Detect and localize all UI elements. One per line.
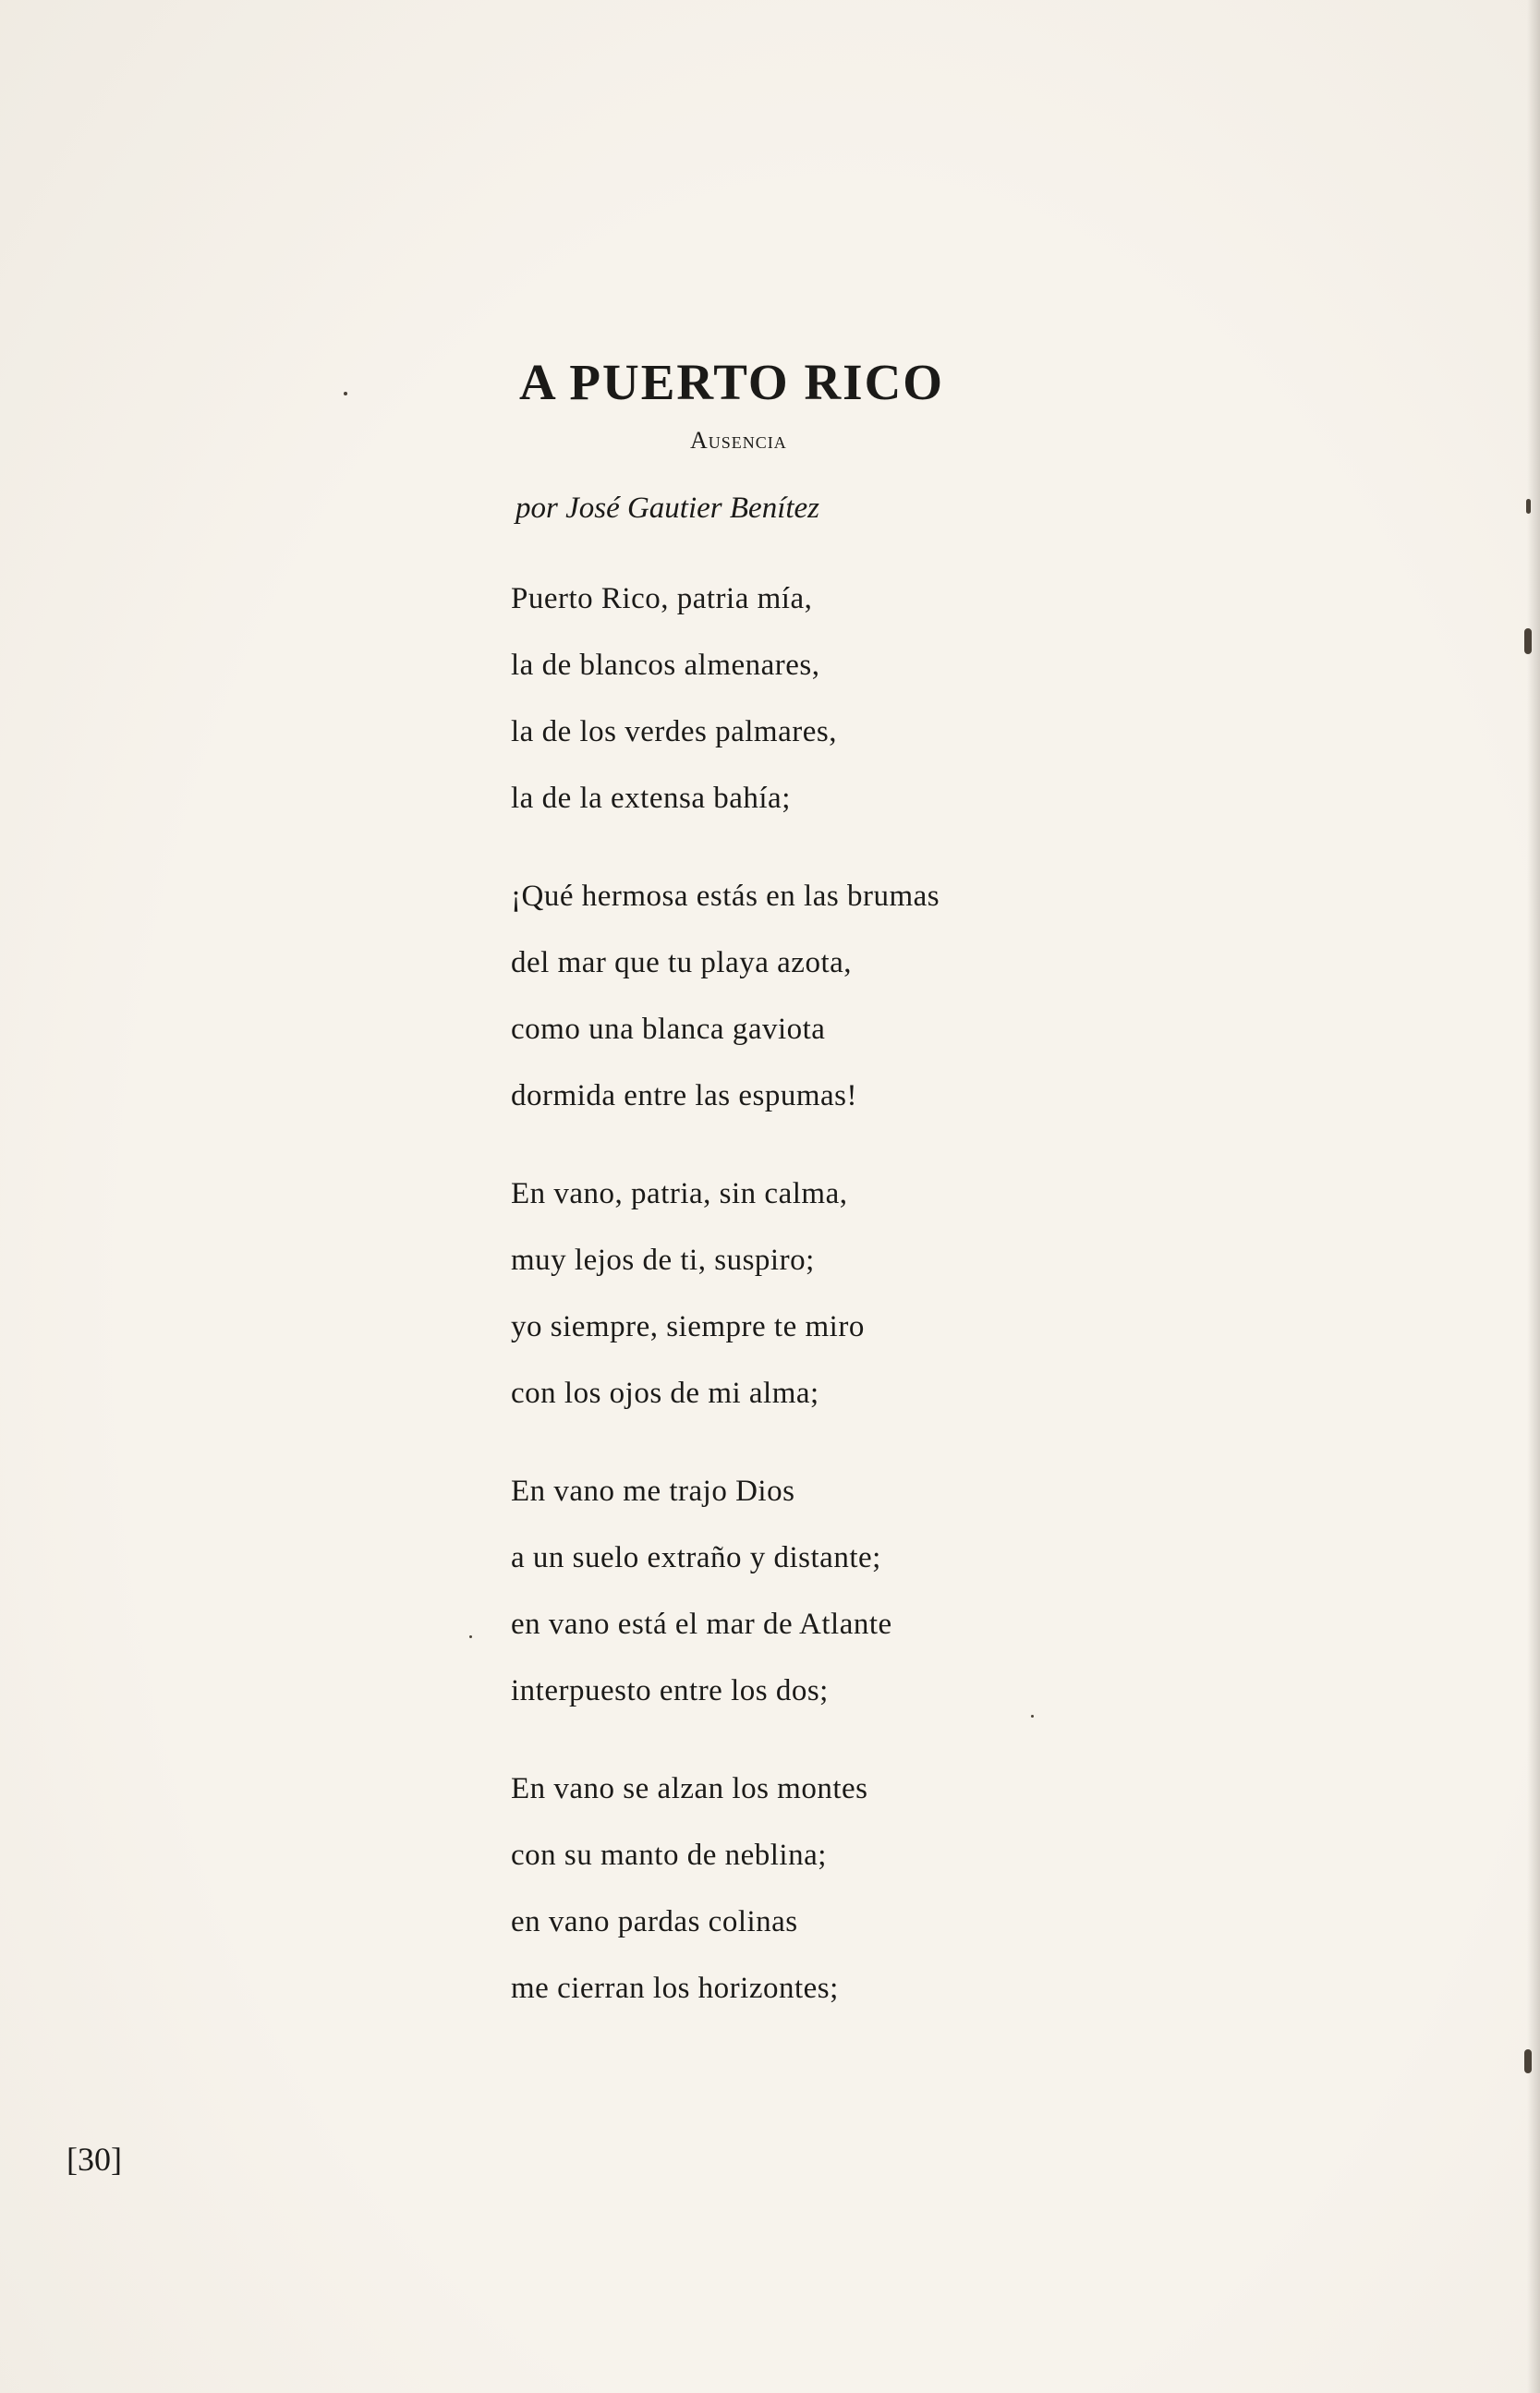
stanza (511, 565, 1028, 832)
poem-line: muy lejos de ti, suspiro; (511, 1244, 815, 1277)
poem-author: por José Gautier Benítez (515, 492, 820, 525)
stanza (511, 1755, 1028, 2022)
poem-title: A PUERTO RICO (519, 354, 945, 410)
poem-line: yo siempre, siempre te miro (511, 1310, 865, 1343)
poem-line: con su manto de neblina; (511, 1839, 827, 1872)
poem-line: dormida entre las espumas! (511, 1079, 857, 1112)
poem-line: En vano, patria, sin calma, (511, 1177, 848, 1210)
scan-speck (1526, 499, 1531, 514)
poem-line: Puerto Rico, patria mía, (511, 582, 813, 615)
poem-subtitle: Ausencia (690, 427, 787, 454)
poem-line: ¡Qué hermosa estás en las brumas (511, 880, 940, 913)
poem-line: con los ojos de mi alma; (511, 1377, 819, 1410)
scan-speck (469, 1635, 472, 1638)
scan-speck (344, 392, 347, 395)
poem-line: del mar que tu playa azota, (511, 946, 853, 979)
poem-body (511, 565, 1028, 2053)
poem-line: En vano se alzan los montes (511, 1772, 868, 1805)
scan-speck (1524, 2049, 1532, 2073)
stanza (511, 863, 1028, 1129)
poem-line: como una blanca gaviota (511, 1013, 826, 1046)
poem-line: en vano está el mar de Atlante (511, 1608, 892, 1641)
scan-speck (1524, 628, 1532, 654)
poem-line: en vano pardas colinas (511, 1905, 798, 1938)
poem-line: a un suelo extraño y distante; (511, 1541, 881, 1574)
page-edge-shadow (1527, 0, 1540, 2393)
stanza (511, 1458, 1028, 1724)
poem-line: En vano me trajo Dios (511, 1475, 795, 1508)
scan-speck (1031, 1715, 1034, 1718)
poem-line: la de blancos almenares, (511, 649, 820, 682)
poem-line: me cierran los horizontes; (511, 1972, 839, 2005)
page-number: [30] (67, 2141, 122, 2178)
stanza (511, 1160, 1028, 1427)
poem-line: interpuesto entre los dos; (511, 1674, 829, 1707)
poem-line: la de la extensa bahía; (511, 782, 791, 815)
poem-line: la de los verdes palmares, (511, 715, 837, 748)
